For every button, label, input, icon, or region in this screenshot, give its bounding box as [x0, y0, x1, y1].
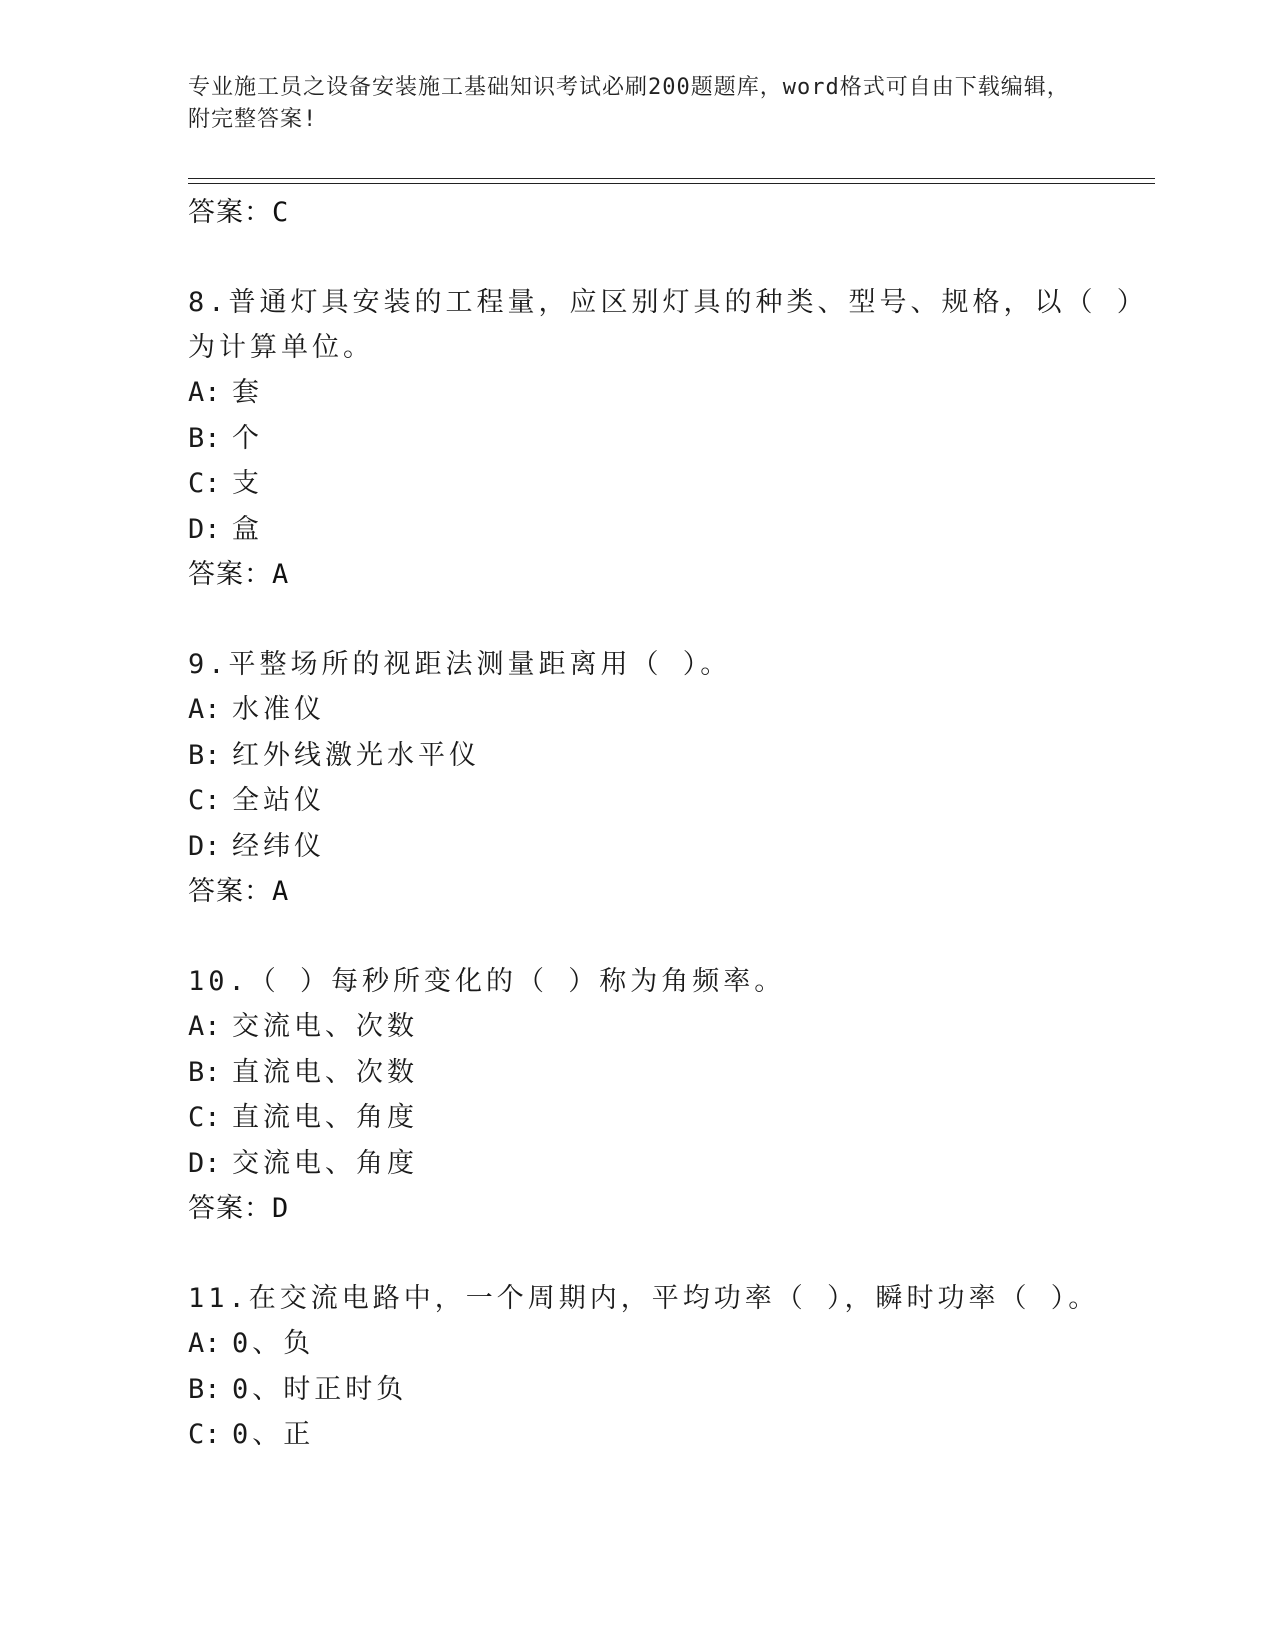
answer-value: A: [272, 559, 290, 590]
option-text: 盒: [232, 513, 263, 545]
option-text: 交流电、角度: [232, 1147, 418, 1179]
option-c: [188, 778, 1148, 824]
option-text: 水准仪: [232, 694, 325, 725]
answer-label: 答案：: [188, 876, 272, 907]
option-key: A:: [188, 377, 221, 408]
option-a: [188, 687, 1148, 733]
option-text: 交流电、次数: [232, 1011, 418, 1042]
question-stem: 8.普通灯具安装的工程量，应区别灯具的种类、型号、规格，以（ ）为计算单位。: [188, 287, 1148, 363]
option-text: 红外线激光水平仪: [232, 739, 480, 771]
document-header: 专业施工员之设备安装施工基础知识考试必刷200题题库，word格式可自由下载编辑，附完整答案!: [188, 75, 1070, 132]
question-stem: 9.平整场所的视距法测量距离用（ ）。: [188, 649, 732, 680]
option-key: C:: [188, 468, 221, 499]
answer-label: 答案：: [188, 559, 272, 590]
option-key: A:: [188, 1011, 221, 1042]
option-b: [188, 733, 1148, 779]
question-answer: [188, 869, 1148, 915]
header-rule-bottom: [188, 183, 1155, 184]
question-item: [188, 1276, 1148, 1458]
answer-label: 答案：: [188, 197, 272, 228]
question-item: [188, 959, 1148, 1232]
question-list: [188, 190, 1148, 1458]
question-answer: [188, 1186, 1148, 1232]
option-a: [188, 1321, 1148, 1367]
option-text: 0、时正时负: [232, 1373, 408, 1405]
answer-value: C: [272, 197, 290, 228]
question-answer: [188, 552, 1148, 598]
option-text: 经纬仪: [232, 830, 325, 862]
option-c: [188, 1095, 1148, 1141]
question-stem: 11.在交流电路中，一个周期内，平均功率（ ），瞬时功率（ ）。: [188, 1283, 1100, 1314]
option-key: A:: [188, 1328, 221, 1359]
option-a: [188, 370, 1148, 416]
previous-answer: [188, 190, 1148, 236]
option-text: 0、负: [232, 1328, 315, 1359]
option-key: D:: [188, 1147, 221, 1179]
option-c: [188, 1412, 1148, 1458]
option-b: [188, 1367, 1148, 1413]
option-key: C:: [188, 1102, 221, 1133]
option-key: C:: [188, 785, 221, 816]
option-text: 套: [232, 377, 263, 408]
option-d: [188, 824, 1148, 870]
option-b: [188, 1050, 1148, 1096]
option-text: 支: [232, 468, 263, 499]
option-key: B:: [188, 1373, 221, 1405]
option-text: 直流电、角度: [232, 1102, 418, 1133]
option-key: C:: [188, 1419, 221, 1450]
option-key: B:: [188, 422, 221, 454]
question-item: [188, 642, 1148, 915]
option-key: B:: [188, 739, 221, 771]
option-d: [188, 507, 1148, 553]
option-text: 0、正: [232, 1419, 315, 1450]
question-item: [188, 280, 1148, 598]
header-rule-top: [188, 178, 1155, 179]
option-key: D:: [188, 513, 221, 545]
question-stem: 10.（ ）每秒所变化的（ ）称为角频率。: [188, 966, 786, 997]
answer-value: D: [272, 1193, 290, 1224]
option-key: D:: [188, 830, 221, 862]
option-key: B:: [188, 1056, 221, 1088]
answer-label: 答案：: [188, 1193, 272, 1224]
option-text: 直流电、次数: [232, 1056, 418, 1088]
answer-value: A: [272, 876, 290, 907]
option-d: [188, 1141, 1148, 1187]
option-key: A:: [188, 694, 221, 725]
option-b: [188, 416, 1148, 462]
option-a: [188, 1004, 1148, 1050]
option-text: 全站仪: [232, 785, 325, 816]
option-text: 个: [232, 422, 263, 454]
option-c: [188, 461, 1148, 507]
